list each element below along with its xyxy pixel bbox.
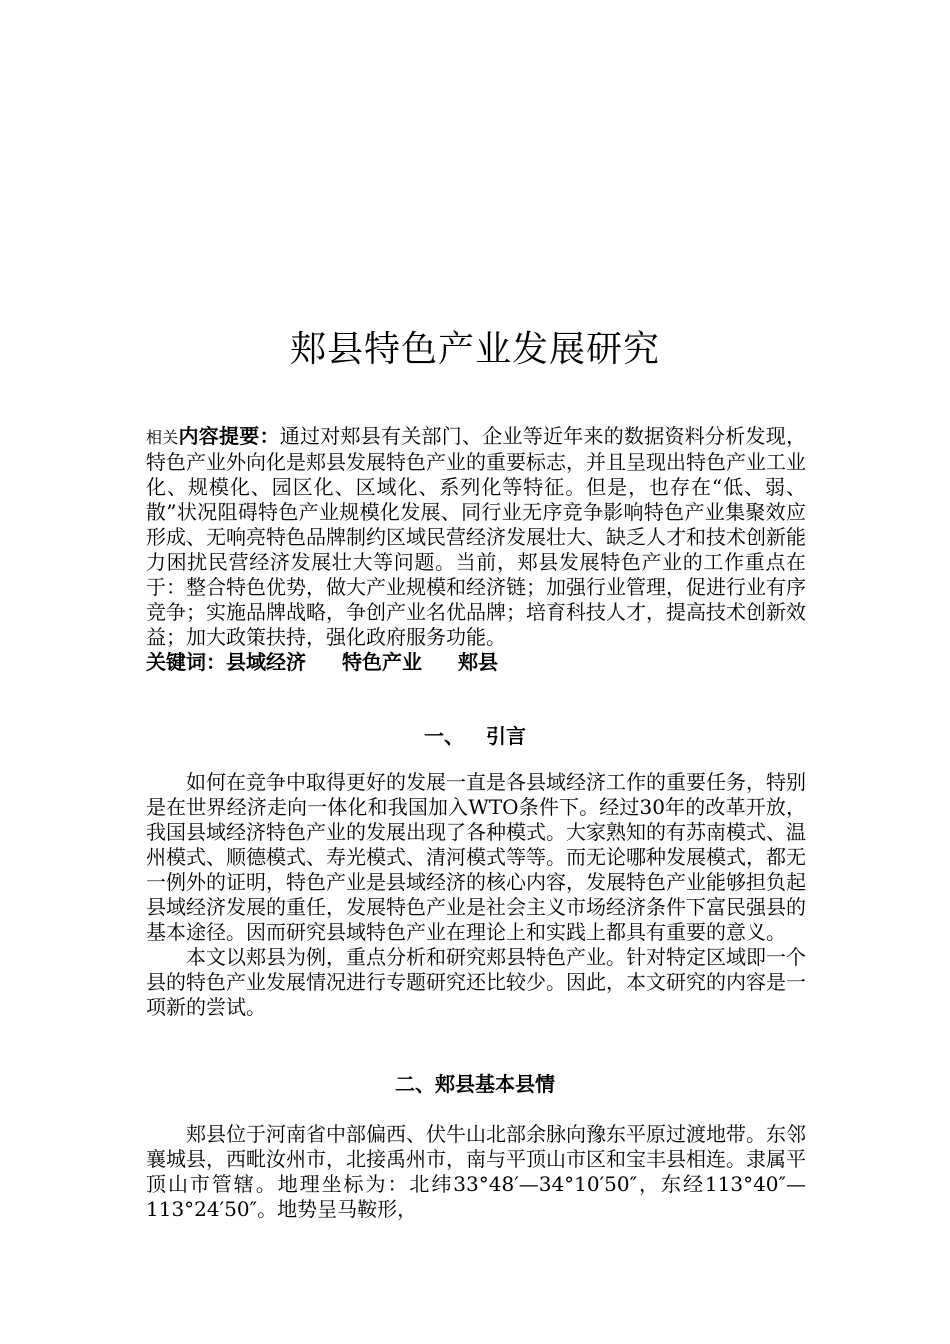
keyword-item: 县域经济 [226, 650, 306, 674]
section-number: 一、 [424, 724, 464, 748]
keywords-line [146, 650, 806, 675]
abstract-paragraph [146, 424, 806, 650]
abstract-text: 通过对郏县有关部门、企业等近年来的数据资料分析发现，特色产业外向化是郏县发展特色产业的重要标志，并且呈现出特色产业工业化、规模化、园区化、区域化、系列化等特征。但是，也存在“低、弱、散”状况阻碍特色产业规模化发展、同行业无序竞争影响特色产业集聚效应形成、无响亮特色品牌制约区域民营经济发展壮大、缺乏人才和技术创新能力困扰民营经济发展壮大等问题。当前，郏县发展特色产业的工作重点在于：整合特色优势，做大产业规模和经济链；加强行业管理，促进行业有序竞争；实施品牌战略，争创产业名优品牌；培育科技人才，提高技术创新效益；加大政策扶持，强化政府服务功能。 [146, 424, 806, 649]
page-title: 郏县特色产业发展研究 [289, 329, 660, 370]
abstract-block [146, 424, 806, 675]
section-2-body [146, 1122, 806, 1222]
keyword-item: 特色产业 [342, 650, 422, 674]
body-paragraph: 本文以郏县为例，重点分析和研究郏县特色产业。针对特定区域即一个县的特色产业发展情况进行专题研究还比较少。因此，本文研究的内容是一项新的尝试。 [146, 945, 806, 1019]
section-title: 引言 [486, 724, 526, 748]
section-heading-1 [0, 722, 950, 750]
abstract-label: 内容提要： [178, 424, 280, 448]
body-paragraph: 如何在竞争中取得更好的发展一直是各县域经济工作的重要任务，特别是在世界经济走向一体化和我国加入WTO条件下。经过30年的改革开放，我国县域经济特色产业的发展出现了各种模式。大家熟知的有苏南模式、温州模式、顺德模式、寿光模式、清河模式等等。而无论哪种发展模式，都无一例外的证明，特色产业是县域经济的核心内容，发展特色产业能够担负起县域经济发展的重任，发展特色产业是社会主义市场经济条件下富民强县的基本途径。因而研究县域特色产业在理论上和实践上都具有重要的意义。 [146, 770, 806, 944]
keyword-item: 郏县 [458, 650, 498, 674]
section-heading-2: 二、郏县基本县情 [395, 1072, 555, 1096]
body-paragraph: 郏县位于河南省中部偏西、伏牛山北部余脉向豫东平原过渡地带。东邻襄城县，西毗汝州市，北接禹州市，南与平顶山市区和宝丰县相连。隶属平顶山市管辖。地理坐标为：北纬33°48′—34°10′50″，东经113°40″—113°24′50″。地势呈马鞍形， [146, 1122, 806, 1221]
section-1-body [146, 770, 806, 1020]
keywords-label: 关键词： [146, 650, 226, 674]
abstract-prefix: 相关 [146, 428, 179, 447]
